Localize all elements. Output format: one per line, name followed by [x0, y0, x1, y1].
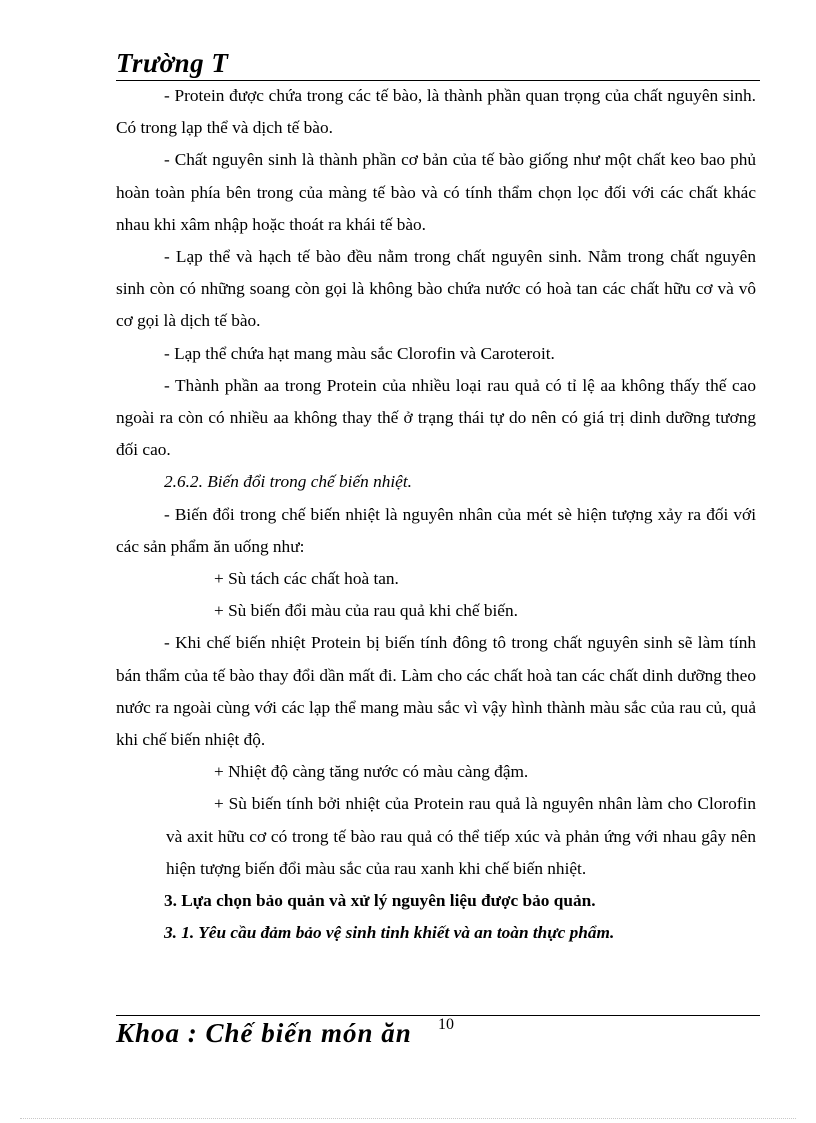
footer-title: Khoa : Chế biến món ăn	[116, 1018, 412, 1048]
list-item: + Nhiệt độ càng tăng nước có màu càng đậm.	[214, 762, 529, 782]
list-item: + Sù tách các chất hoà tan.	[214, 569, 399, 589]
paragraph-chat-nguyen-sinh: - Chất nguyên sinh là thành phần cơ bản của tế bào giống như một chất keo bao phủ hoàn toàn phía bên trong của màng tế bào và có tính thẩm chọn lọc đối với các chất khác nhau khi xâm nhập hoặc thoát ra khái tế bào.	[116, 150, 756, 234]
paragraph-clorofin: - Lạp thể chứa hạt mang màu sắc Clorofin và Caroteroit.	[164, 343, 555, 363]
page-number: 10	[438, 1016, 454, 1033]
list-item: + Sù biến tính bởi nhiệt của Protein rau quả là nguyên nhân làm cho Clorofin và axit hữu cơ có trong tế bào rau quả có thể tiếp xúc và phản ứng với nhau gây nên hiện tượng biến đổi màu sắc của rau xanh khi chế biến nhiệt.	[166, 794, 756, 878]
subsection-heading: 3. 1. Yêu cầu đảm bảo vệ sinh tinh khiết và an toàn thực phẩm.	[164, 923, 615, 943]
subsection-heading: 2.6.2. Biến đổi trong chế biến nhiệt.	[164, 472, 412, 492]
document-body	[116, 80, 756, 949]
list-item: + Sù biến đổi màu của rau quả khi chế biến.	[214, 601, 518, 621]
page-edge-divider	[20, 1118, 796, 1119]
paragraph-che-bien-nhiet: - Khi chế biến nhiệt Protein bị biến tính đông tô trong chất nguyên sinh sẽ làm tính bán thẩm của tế bào thay đổi dần mất đi. Làm cho các chất hoà tan các chất dinh dưỡng theo nước ra ngoài cùng với các lạp thể mang màu sắc vì vậy hình thành màu sắc của rau củ, quả khi chế biến nhiệt độ.	[116, 633, 756, 750]
paragraph-protein: - Protein được chứa trong các tế bào, là thành phần quan trọng của chất nguyên sinh. Có trong lạp thể và dịch tế bào.	[116, 86, 756, 138]
paragraph-lap-the: - Lạp thể và hạch tế bào đều nằm trong chất nguyên sinh. Nằm trong chất nguyên sinh còn có những soang còn gọi là không bào chứa nước có hoà tan các chất hữu cơ và vô cơ gọi là dịch tế bào.	[116, 247, 756, 331]
header-title: Trường T	[116, 48, 229, 78]
paragraph-bien-doi: - Biến đổi trong chế biến nhiệt là nguyên nhân của mét sè hiện tượng xảy ra đối với các sản phẩm ăn uống như:	[116, 504, 756, 556]
section-heading: 3. Lựa chọn bảo quản và xử lý nguyên liệu được bảo quản.	[164, 891, 596, 911]
paragraph-thanh-phan-aa: - Thành phần aa trong Protein của nhiều loại rau quả có tỉ lệ aa không thấy thế cao ngoài ra còn có nhiều aa không thay thế ở trạng thái tự do nên có giá trị dinh dưỡng tương đối cao.	[116, 375, 756, 460]
